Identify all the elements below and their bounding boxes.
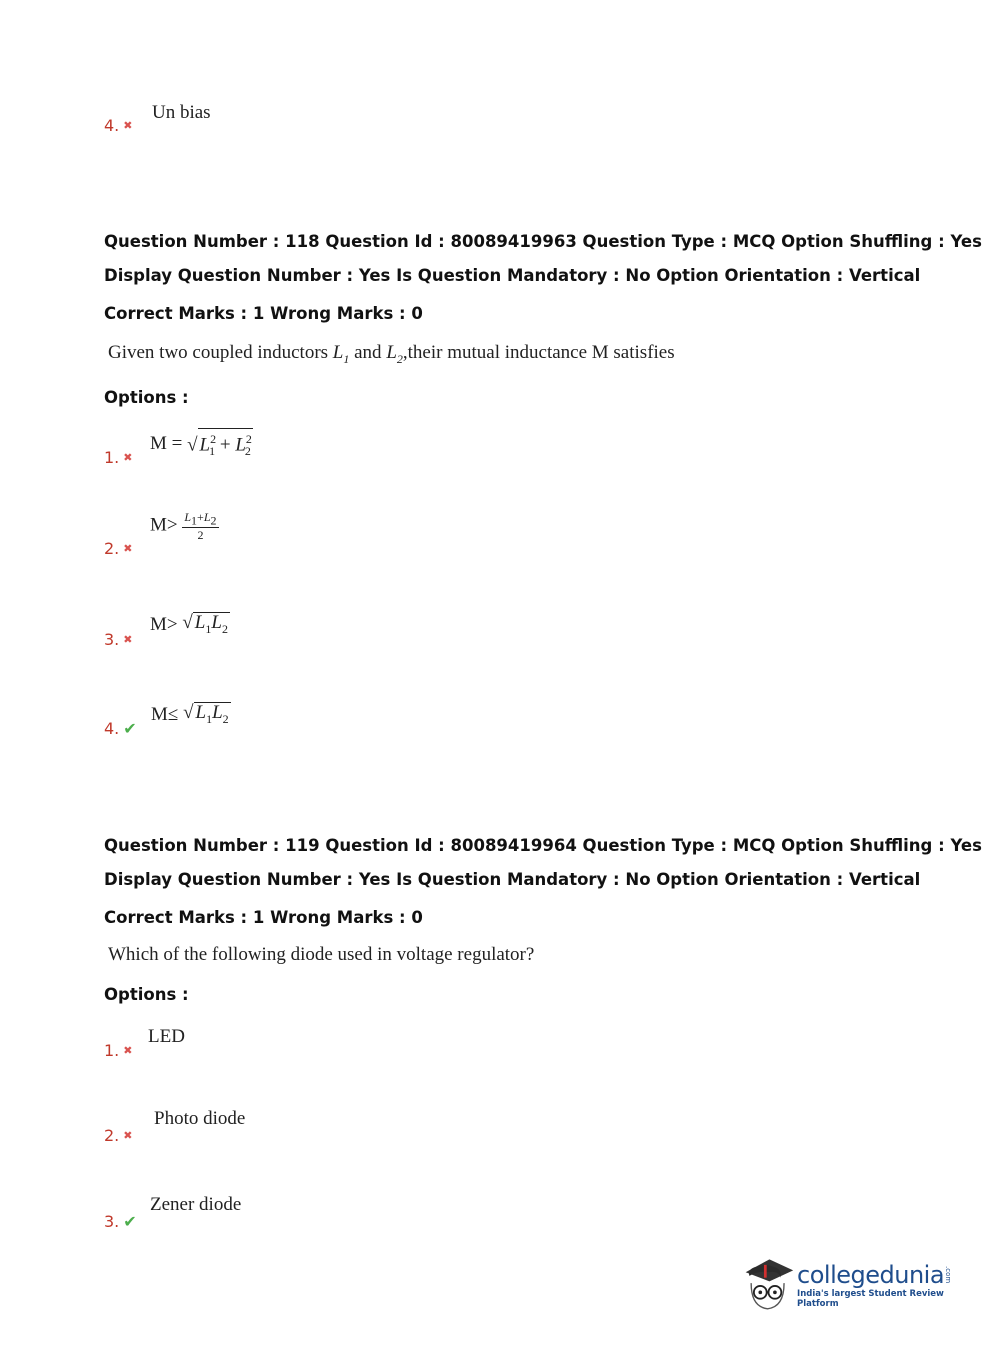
q119-option-2-number	[104, 1126, 132, 1145]
q118-option-3-number	[104, 630, 132, 649]
q118-text-part: ,their mutual inductance M satisfies	[402, 342, 675, 363]
cross-icon: ✖	[123, 1044, 133, 1057]
q119-option-3-number	[104, 1212, 137, 1231]
check-icon: ✔	[123, 1212, 137, 1231]
q118-options-label: Options :	[104, 388, 189, 407]
q118-option-1-formula: M = √ $L^2_1 + L^2_2$	[150, 428, 253, 461]
q119-option-1-number	[104, 1041, 132, 1060]
q119-meta-line3: Correct Marks : 1 Wrong Marks : 0	[104, 908, 423, 927]
option-number: 4.	[104, 719, 120, 738]
q119-options-label: Options :	[104, 985, 189, 1004]
logo-tagline: India's largest Student Review Platform	[797, 1289, 944, 1309]
cross-icon: ✖	[123, 119, 133, 132]
option-number: 3.	[104, 1212, 120, 1231]
mascot-icon	[742, 1253, 795, 1317]
cross-icon: ✖	[123, 633, 133, 646]
q119-option-2-text: Photo diode	[154, 1108, 246, 1129]
q118-option-2-number	[104, 539, 132, 558]
collegedunia-logo	[742, 1250, 972, 1320]
logo-suffix: .com	[944, 1265, 953, 1283]
q118-meta-line3: Correct Marks : 1 Wrong Marks : 0	[104, 304, 423, 323]
q118-option-2-formula: M> $\frac{L_1+L_2}{2}$	[150, 510, 217, 543]
q118-meta-line1: Question Number : 118 Question Id : 80089419963 Question Type : MCQ Option Shuffling : Yes	[104, 232, 982, 251]
q118-meta-line2: Display Question Number : Yes Is Question Mandatory : No Option Orientation : Vertical	[104, 266, 921, 285]
q118-question-text: Given two coupled inductors $L_1$ and $L_2,their$ mutual inductance M satisfies	[108, 342, 675, 366]
option-number: 1.	[104, 1041, 120, 1060]
option-number: 2.	[104, 1126, 120, 1145]
q118-option-3-formula: M> √ $L_1L_2$	[150, 612, 230, 639]
q119-meta-line2: Display Question Number : Yes Is Question Mandatory : No Option Orientation : Vertical	[104, 870, 921, 889]
q119-question-text: Which of the following diode used in voltage regulator?	[108, 944, 535, 965]
option-number: 4.	[104, 116, 120, 135]
check-icon: ✔	[123, 719, 137, 738]
cross-icon: ✖	[123, 451, 133, 464]
q118-option-1-number	[104, 448, 132, 467]
option-number: 2.	[104, 539, 120, 558]
q119-meta-line1: Question Number : 119 Question Id : 80089419964 Question Type : MCQ Option Shuffling : Yes	[104, 836, 982, 855]
q119-option-1-text: LED	[148, 1026, 185, 1047]
q118-option-4-formula: M≤ √ $L_1L_2$	[151, 702, 231, 729]
cross-icon: ✖	[123, 542, 133, 555]
q118-text-part: Given two coupled inductors	[108, 342, 329, 363]
option-number: 3.	[104, 630, 120, 649]
q118-text-part: and	[354, 342, 382, 363]
cross-icon: ✖	[123, 1129, 133, 1142]
logo-title: collegedunia	[797, 1261, 945, 1289]
prev-option-4-text: Un bias	[152, 102, 211, 123]
prev-option-4-number	[104, 116, 132, 135]
q118-option-4-number	[104, 719, 137, 738]
option-number: 1.	[104, 448, 120, 467]
q119-option-3-text: Zener diode	[150, 1194, 242, 1215]
